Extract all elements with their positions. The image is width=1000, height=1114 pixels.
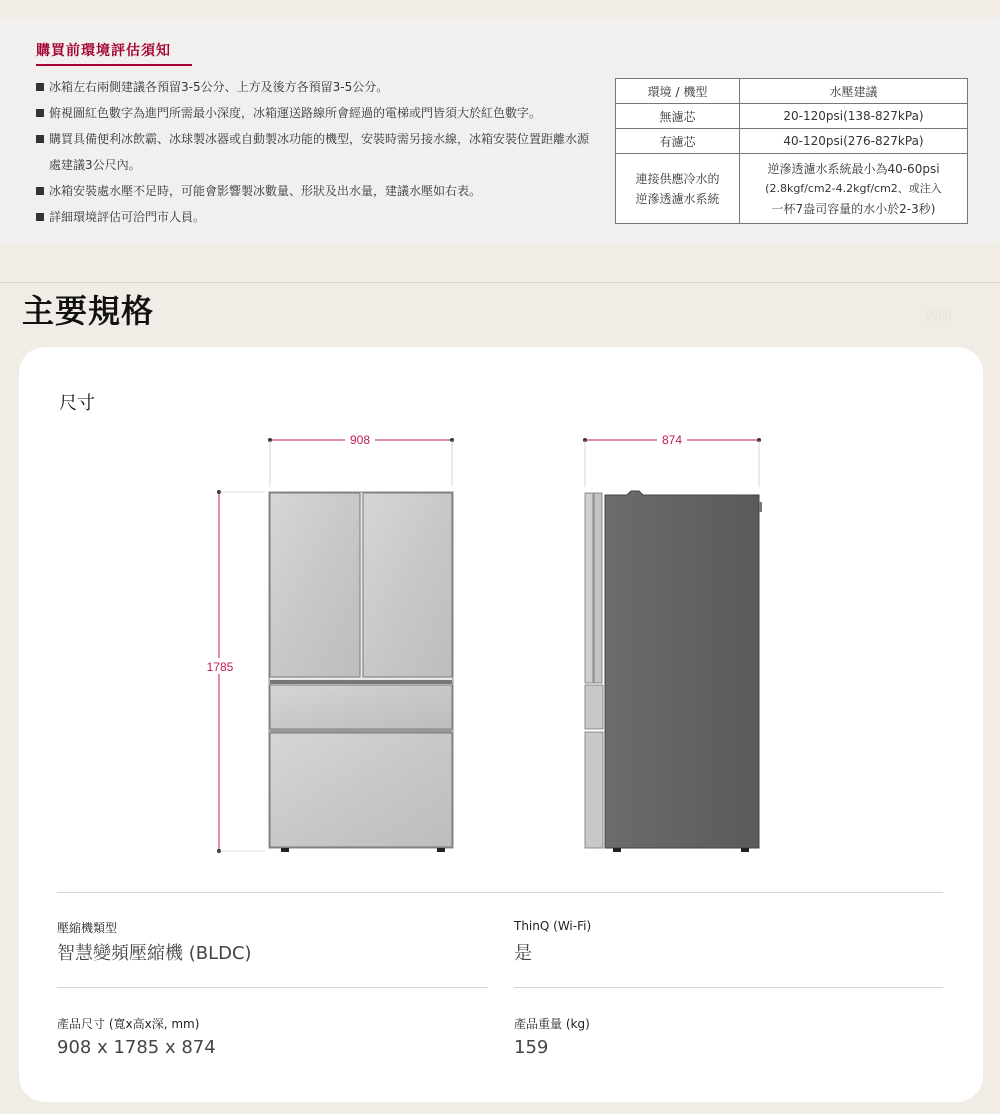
table-cell-line: (2.8kgf/cm2-4.2kgf/cm2、或注入 bbox=[765, 181, 942, 195]
notice-item: 俯視圖紅色數字為進門所需最小深度，冰箱運送路線所會經過的電梯或門皆須大於紅色數字。 bbox=[36, 100, 596, 126]
section-title: 主要規格 bbox=[22, 292, 155, 330]
side-door-edge bbox=[594, 493, 602, 683]
table-row bbox=[616, 129, 968, 154]
side-foot bbox=[741, 848, 749, 852]
table-header-row bbox=[616, 79, 968, 104]
spec-divider bbox=[514, 987, 943, 988]
dimension-diagram bbox=[19, 347, 983, 867]
width-dimension bbox=[268, 432, 454, 487]
side-drawer-edge bbox=[585, 685, 603, 729]
fridge-side-view bbox=[585, 491, 762, 852]
side-door-edge bbox=[585, 493, 593, 683]
side-foot bbox=[613, 848, 621, 852]
fridge-front-view bbox=[269, 492, 453, 852]
notice-title-underline bbox=[36, 64, 192, 66]
left-door bbox=[270, 493, 360, 677]
compressor-value: 智慧變頻壓縮機 (BLDC) bbox=[57, 943, 252, 964]
depth-value: 874 bbox=[661, 433, 683, 447]
size-value: 908 x 1785 x 874 bbox=[57, 1037, 216, 1058]
table-cell-line: 一杯7盎司容量的水小於2-3秒) bbox=[771, 201, 936, 216]
spec-divider bbox=[57, 987, 488, 988]
table-cell-line: 逆滲透濾水系統 bbox=[635, 191, 720, 206]
table-cell: 有濾芯 bbox=[616, 129, 740, 154]
table-cell: 20-120psi(138-827kPa) bbox=[740, 104, 968, 129]
table-cell bbox=[740, 154, 968, 224]
table-row bbox=[616, 104, 968, 129]
size-label: 產品尺寸 (寬x高x深, mm) bbox=[57, 1017, 200, 1031]
table-cell-line: 逆滲透濾水系統最小為40-60psi bbox=[767, 161, 940, 176]
table-cell-line: 連接供應冷水的 bbox=[635, 171, 720, 186]
table-row bbox=[616, 154, 968, 224]
notice-item: 購買具備便利冰飲霸、冰球製冰器或自動製冰功能的機型，安裝時需另接水線，冰箱安裝位置距離水源處建議3公尺內。 bbox=[36, 126, 596, 178]
section-divider bbox=[0, 282, 1000, 283]
right-door bbox=[363, 493, 452, 677]
height-value: 1785 bbox=[206, 660, 234, 674]
side-drawer-edge bbox=[585, 732, 603, 848]
table-header-cell: 環境 / 機型 bbox=[616, 79, 740, 104]
notice-item: 詳細環境評估可洽門市人員。 bbox=[36, 204, 596, 230]
weight-label: 產品重量 (kg) bbox=[514, 1017, 590, 1031]
depth-dimension bbox=[583, 432, 761, 487]
notice-title: 購買前環境評估須知 bbox=[36, 43, 171, 59]
front-foot bbox=[437, 848, 445, 852]
front-foot bbox=[281, 848, 289, 852]
notice-item: 冰箱左右兩側建議各預留3-5公分、上方及後方各預留3-5公分。 bbox=[36, 74, 596, 100]
thinq-value: 是 bbox=[514, 943, 532, 964]
specs-card bbox=[19, 347, 983, 1102]
weight-value: 159 bbox=[514, 1037, 549, 1058]
table-cell: 40-120psi(276-827kPa) bbox=[740, 129, 968, 154]
bottom-drawer bbox=[270, 733, 452, 847]
print-link[interactable]: 列印 bbox=[924, 309, 952, 325]
thinq-label: ThinQ (Wi-Fi) bbox=[514, 919, 592, 933]
door-handle-strip bbox=[270, 680, 452, 684]
table-cell bbox=[616, 154, 740, 224]
middle-drawer bbox=[270, 685, 452, 729]
width-value: 908 bbox=[349, 433, 371, 447]
spec-divider bbox=[57, 892, 943, 893]
table-header-cell: 水壓建議 bbox=[740, 79, 968, 104]
compressor-label: 壓縮機類型 bbox=[57, 921, 118, 935]
dimensions-title: 尺寸 bbox=[59, 393, 95, 414]
purchase-notice-panel bbox=[0, 18, 1000, 243]
notice-item: 冰箱安裝處水壓不足時，可能會影響製冰數量、形狀及出水量，建議水壓如右表。 bbox=[36, 178, 596, 204]
water-pressure-table bbox=[615, 78, 968, 224]
height-dimension bbox=[203, 490, 265, 853]
notice-list bbox=[36, 74, 596, 230]
table-cell: 無濾芯 bbox=[616, 104, 740, 129]
